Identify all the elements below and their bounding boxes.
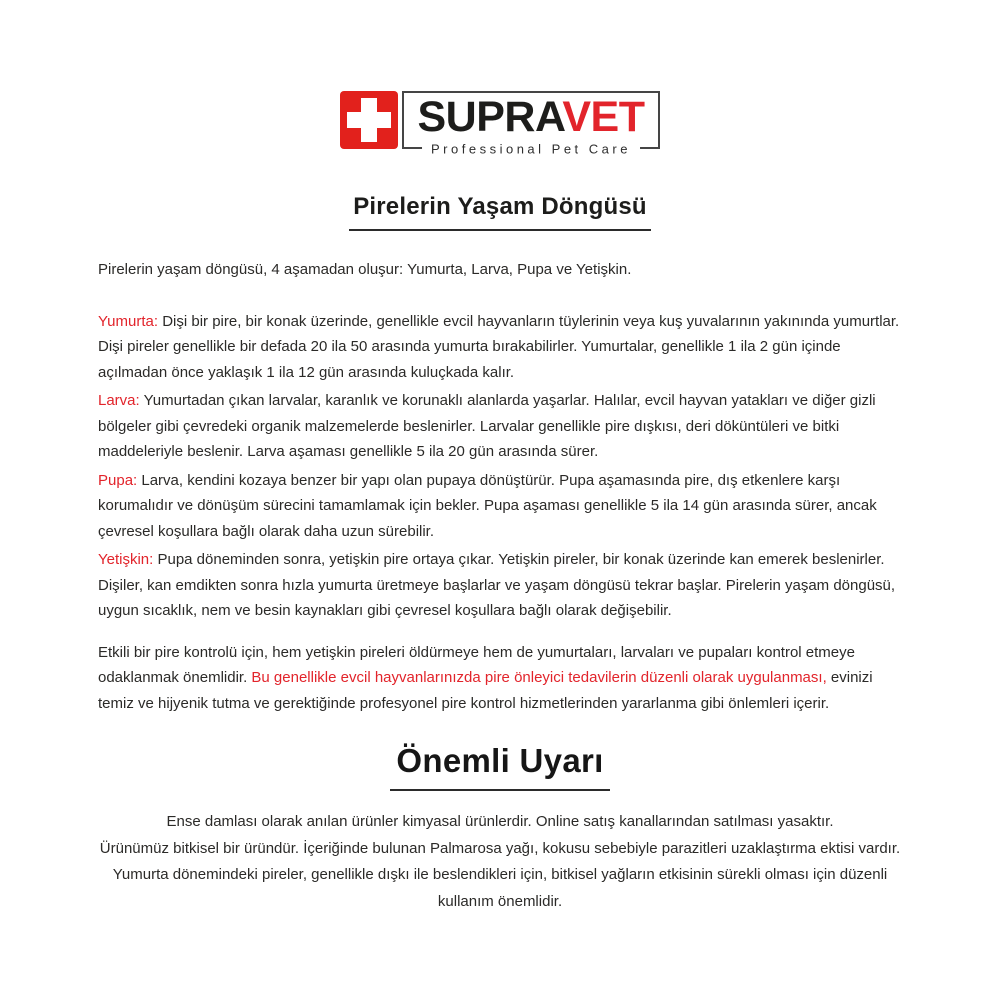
conclusion-part-3: evinizi temiz ve hijyenik tutma ve gerektiğinde profesyonel pire kontrol hizmetlerinden yararlanma gibi önlemleri içerir. — [98, 669, 873, 712]
warning-line-2: Ürünümüz bitkisel bir üründür. İçeriğinde bulunan Palmarosa yağı, kokusu sebebiyle parazitleri uzaklaştırma ektisi vardır. — [99, 839, 901, 857]
brand-name-vet: VET — [562, 92, 645, 141]
brand-logo — [0, 0, 1000, 157]
lifecycle-conclusion — [98, 640, 908, 717]
warning-line-1: Ense damlası olarak anılan ürünler kimyasal ürünlerdir. Online satış kanallarından satılması yasaktır. — [166, 813, 834, 830]
stage-yumurta — [98, 309, 908, 386]
brand-logo-box — [402, 91, 661, 157]
stage-pupa-label: Pupa: — [98, 471, 138, 489]
conclusion-part-2-highlight: Bu genellikle evcil hayvanlarınızda pire önleyici tedavilerin düzenli olarak uygulanması, — [251, 669, 827, 686]
lifecycle-heading-text: Pirelerin Yaşam Döngüsü — [349, 193, 651, 231]
lifecycle-intro: Pirelerin yaşam döngüsü, 4 aşamadan oluşur: Yumurta, Larva, Pupa ve Yetişkin. — [98, 261, 632, 278]
stage-larva-label: Larva: — [98, 392, 140, 409]
brand-name — [417, 92, 645, 141]
warning-line-3: Yumurta dönemindeki pireler, genellikle dışkı ile beslendikleri için, bitkisel yağların etkisinin sürekli olması için düzenli kullanım önemlidir. — [112, 866, 888, 910]
conclusion-part-1: Etkili bir pire kontrolü için, hem yetişkin pireleri öldürmeye hem de yumurtaları, larvaları ve pupaları kontrol etmeye odaklanmak önemlidir. — [98, 643, 855, 686]
brand-tagline: Professional Pet Care — [422, 142, 640, 157]
stage-larva — [98, 388, 908, 465]
lifecycle-stages — [98, 309, 908, 624]
stage-yetiskin — [98, 547, 908, 624]
stage-yumurta-label: Yumurta: — [98, 312, 159, 330]
lifecycle-heading — [0, 185, 1000, 231]
warning-heading — [0, 742, 1000, 791]
warning-heading-text: Önemli Uyarı — [390, 742, 609, 791]
stage-yumurta-text: Dişi bir pire, bir konak üzerinde, genellikle evcil hayvanların tüylerinin veya kuş yuvalarının yakınında yumurtlar. Dişi pireler genellikle bir defada 20 ila 50 arasında yumurta bırakabilirler. Yumurtalar, genellikle 1 ila 2 gün içinde açılmadan önce yaklaşık 1 ila 12 gün arasında kuluçkada kalır. — [98, 312, 900, 381]
stage-yetiskin-text: Pupa döneminden sonra, yetişkin pire ortaya çıkar. Yetişkin pireler, bir konak üzerinde kan emerek beslenirler. Dişiler, kan emdikten sonra hızla yumurta üretmeye başlarlar ve yaşam döngüsü tekrar başlar. Pirelerin yaşam döngüsü, uygun sıcaklık, nem ve besin kaynakları gibi çevresel koşullara bağlı olarak değişebilir. — [98, 551, 896, 619]
warning-section — [90, 809, 910, 915]
stage-pupa-text: Larva, kendini kozaya benzer bir yapı olan pupaya dönüştürür. Pupa aşamasında pire, dış etkenlere karşı korumalıdır ve dönüşüm sürecini tamamlamak için bekler. Pupa aşaması genellikle 5 ila 14 gün arasında sürer, ancak çevresel koşullara bağlı olarak daha uzun sürebilir. — [98, 471, 877, 540]
brand-name-supra: SUPRA — [417, 92, 563, 141]
stage-larva-text: Yumurtadan çıkan larvalar, karanlık ve korunaklı alanlarda yaşarlar. Halılar, evcil hayvan yatakları ve diğer gizli bölgeler gibi çevredeki organik malzemelerde beslenirler. Larvalar genellikle pire dışkısı, deri döküntüleri ve bitki maddeleriyle beslenir. Larva aşaması genellikle 5 ila 20 gün arasında sürer. — [98, 392, 876, 460]
swiss-cross-icon — [340, 91, 398, 149]
stage-pupa — [98, 468, 908, 545]
lifecycle-section — [98, 257, 908, 716]
stage-yetiskin-label: Yetişkin: — [98, 551, 154, 568]
